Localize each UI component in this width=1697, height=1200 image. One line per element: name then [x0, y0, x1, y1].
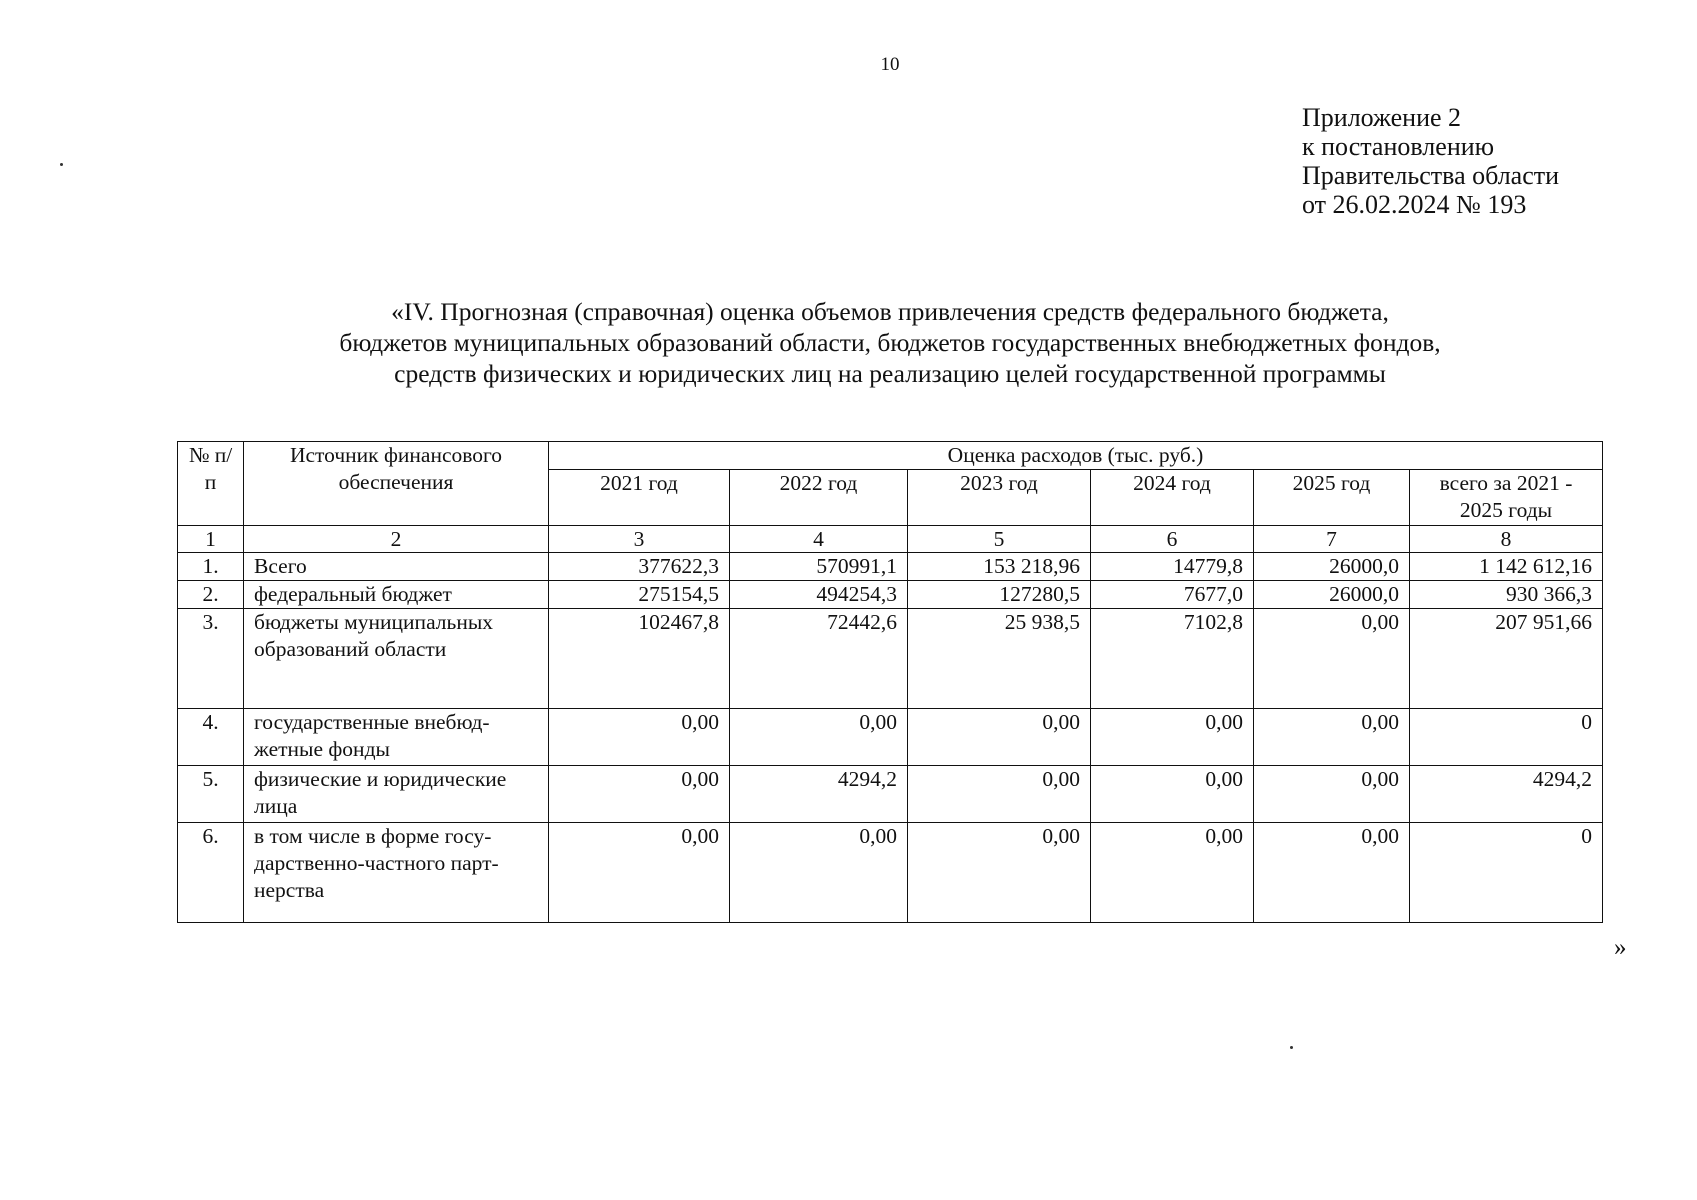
row-value: 26000,0	[1254, 553, 1410, 581]
row-value: 275154,5	[549, 581, 730, 609]
header-estimate: Оценка расходов (тыс. руб.)	[549, 442, 1603, 470]
row-total: 0	[1410, 823, 1603, 923]
row-value: 0,00	[908, 823, 1091, 923]
row-value: 25 938,5	[908, 609, 1091, 709]
table-row	[178, 609, 1603, 709]
column-index: 7	[1254, 526, 1410, 553]
table-row	[178, 553, 1603, 581]
column-index: 3	[549, 526, 730, 553]
row-value: 0,00	[730, 709, 908, 766]
column-index: 8	[1410, 526, 1603, 553]
row-value: 7677,0	[1091, 581, 1254, 609]
row-source: в том числе в форме госу-дарственно-частного парт-нерства	[244, 823, 549, 923]
appendix-line: к постановлению	[1302, 132, 1495, 161]
table-row	[178, 581, 1603, 609]
row-value: 4294,2	[730, 766, 908, 823]
row-value: 0,00	[908, 709, 1091, 766]
row-source: физические и юридические лица	[244, 766, 549, 823]
appendix-block	[1302, 103, 1559, 219]
row-total: 0	[1410, 709, 1603, 766]
row-value: 0,00	[1254, 766, 1410, 823]
appendix-line: от 26.02.2024 № 193	[1302, 190, 1527, 219]
row-num: 4.	[178, 709, 244, 766]
document-title	[170, 296, 1610, 389]
row-value: 7102,8	[1091, 609, 1254, 709]
row-total: 930 366,3	[1410, 581, 1603, 609]
scan-speck	[1290, 1046, 1293, 1049]
row-num: 1.	[178, 553, 244, 581]
row-value: 0,00	[1254, 823, 1410, 923]
row-num: 5.	[178, 766, 244, 823]
row-value: 0,00	[1254, 709, 1410, 766]
row-value: 26000,0	[1254, 581, 1410, 609]
row-value: 494254,3	[730, 581, 908, 609]
closing-quote: »	[1614, 934, 1627, 961]
header-year: 2025 год	[1254, 470, 1410, 526]
row-value: 377622,3	[549, 553, 730, 581]
row-source: государственные внебюд-жетные фонды	[244, 709, 549, 766]
row-num: 2.	[178, 581, 244, 609]
column-index: 2	[244, 526, 549, 553]
row-source: Всего	[244, 553, 549, 581]
row-value: 0,00	[1254, 609, 1410, 709]
header-total: всего за 2021 - 2025 годы	[1410, 470, 1603, 526]
column-index: 4	[730, 526, 908, 553]
row-total: 207 951,66	[1410, 609, 1603, 709]
row-value: 153 218,96	[908, 553, 1091, 581]
column-index: 5	[908, 526, 1091, 553]
header-year: 2021 год	[549, 470, 730, 526]
column-index: 6	[1091, 526, 1254, 553]
row-total: 4294,2	[1410, 766, 1603, 823]
row-value: 570991,1	[730, 553, 908, 581]
funding-table	[177, 441, 1603, 923]
row-value: 0,00	[1091, 766, 1254, 823]
row-value: 72442,6	[730, 609, 908, 709]
appendix-line: Приложение 2	[1302, 103, 1462, 132]
header-source: Источник финансового обеспечения	[244, 442, 549, 526]
table-row	[178, 766, 1603, 823]
row-source: бюджеты муниципальных образований области	[244, 609, 549, 709]
row-value: 0,00	[549, 766, 730, 823]
scan-speck	[60, 163, 63, 166]
appendix-line: Правительства области	[1302, 161, 1560, 190]
row-value: 0,00	[549, 823, 730, 923]
table-row	[178, 823, 1603, 923]
title-line: бюджетов муниципальных образований области, бюджетов государственных внебюджетных фондов,	[339, 328, 1441, 357]
row-value: 0,00	[1091, 709, 1254, 766]
header-year: 2023 год	[908, 470, 1091, 526]
header-year: 2024 год	[1091, 470, 1254, 526]
page-number: 10	[880, 54, 900, 75]
column-index-row	[178, 526, 1603, 553]
row-value: 0,00	[549, 709, 730, 766]
header-num: № п/п	[178, 442, 244, 526]
row-num: 3.	[178, 609, 244, 709]
title-line: «IV. Прогнозная (справочная) оценка объемов привлечения средств федерального бюджета,	[391, 297, 1389, 326]
row-value: 0,00	[1091, 823, 1254, 923]
row-total: 1 142 612,16	[1410, 553, 1603, 581]
column-index: 1	[178, 526, 244, 553]
row-value: 102467,8	[549, 609, 730, 709]
header-year: 2022 год	[730, 470, 908, 526]
row-source: федеральный бюджет	[244, 581, 549, 609]
row-num: 6.	[178, 823, 244, 923]
row-value: 0,00	[730, 823, 908, 923]
table-row	[178, 709, 1603, 766]
title-line: средств физических и юридических лиц на реализацию целей государственной программы	[394, 359, 1386, 388]
row-value: 127280,5	[908, 581, 1091, 609]
row-value: 14779,8	[1091, 553, 1254, 581]
row-value: 0,00	[908, 766, 1091, 823]
